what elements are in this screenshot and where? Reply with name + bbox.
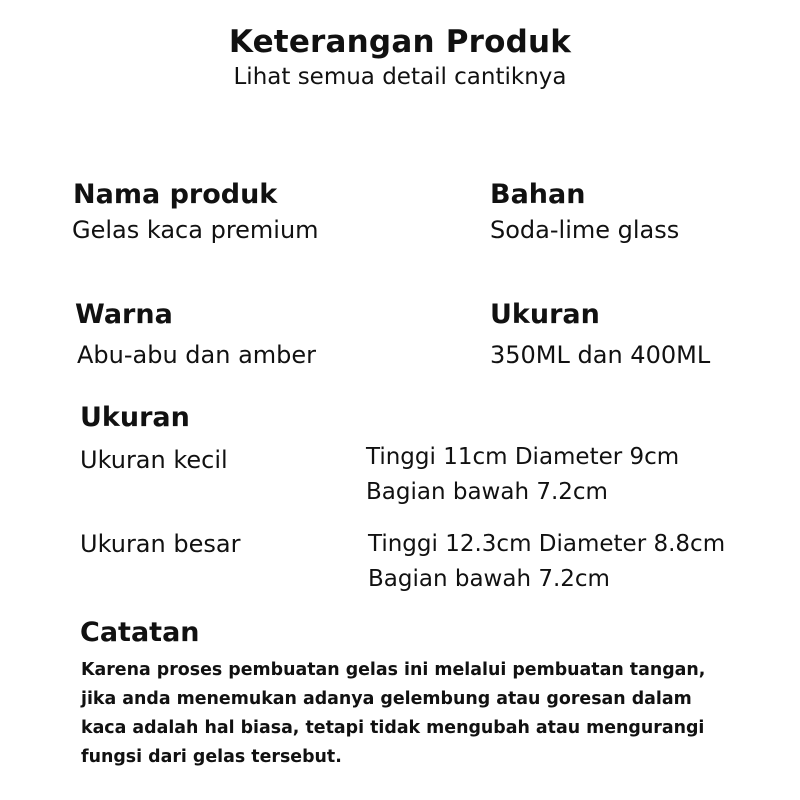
notes-heading: Catatan [80,617,200,648]
large-size-base: Bagian bawah 7.2cm [368,566,610,592]
notes-line-2: jika anda menemukan adanya gelembung atau goresan dalam [81,689,692,709]
size-value: 350ML dan 400ML [490,341,711,369]
small-size-dimensions: Tinggi 11cm Diameter 9cm [366,444,680,470]
small-size-label: Ukuran kecil [80,446,228,474]
size-section-heading: Ukuran [80,402,190,433]
color-value: Abu-abu dan amber [77,341,317,369]
product-name-label: Nama produk [73,179,278,210]
page-title: Keterangan Produk [228,24,572,60]
material-value: Soda-lime glass [490,216,680,244]
notes-line-4: fungsi dari gelas tersebut. [81,747,342,767]
material-label: Bahan [490,179,586,210]
notes-line-3: kaca adalah hal biasa, tetapi tidak mengubah atau mengurangi [81,718,705,738]
size-label: Ukuran [490,299,600,330]
large-size-dimensions: Tinggi 12.3cm Diameter 8.8cm [368,531,726,557]
product-name-value: Gelas kaca premium [72,216,319,244]
small-size-base: Bagian bawah 7.2cm [366,479,608,505]
notes-body [81,656,781,772]
notes-line-1: Karena proses pembuatan gelas ini melalui pembuatan tangan, [81,660,706,680]
large-size-label: Ukuran besar [80,530,241,558]
color-label: Warna [75,299,173,330]
page-subtitle: Lihat semua detail cantiknya [233,64,567,90]
